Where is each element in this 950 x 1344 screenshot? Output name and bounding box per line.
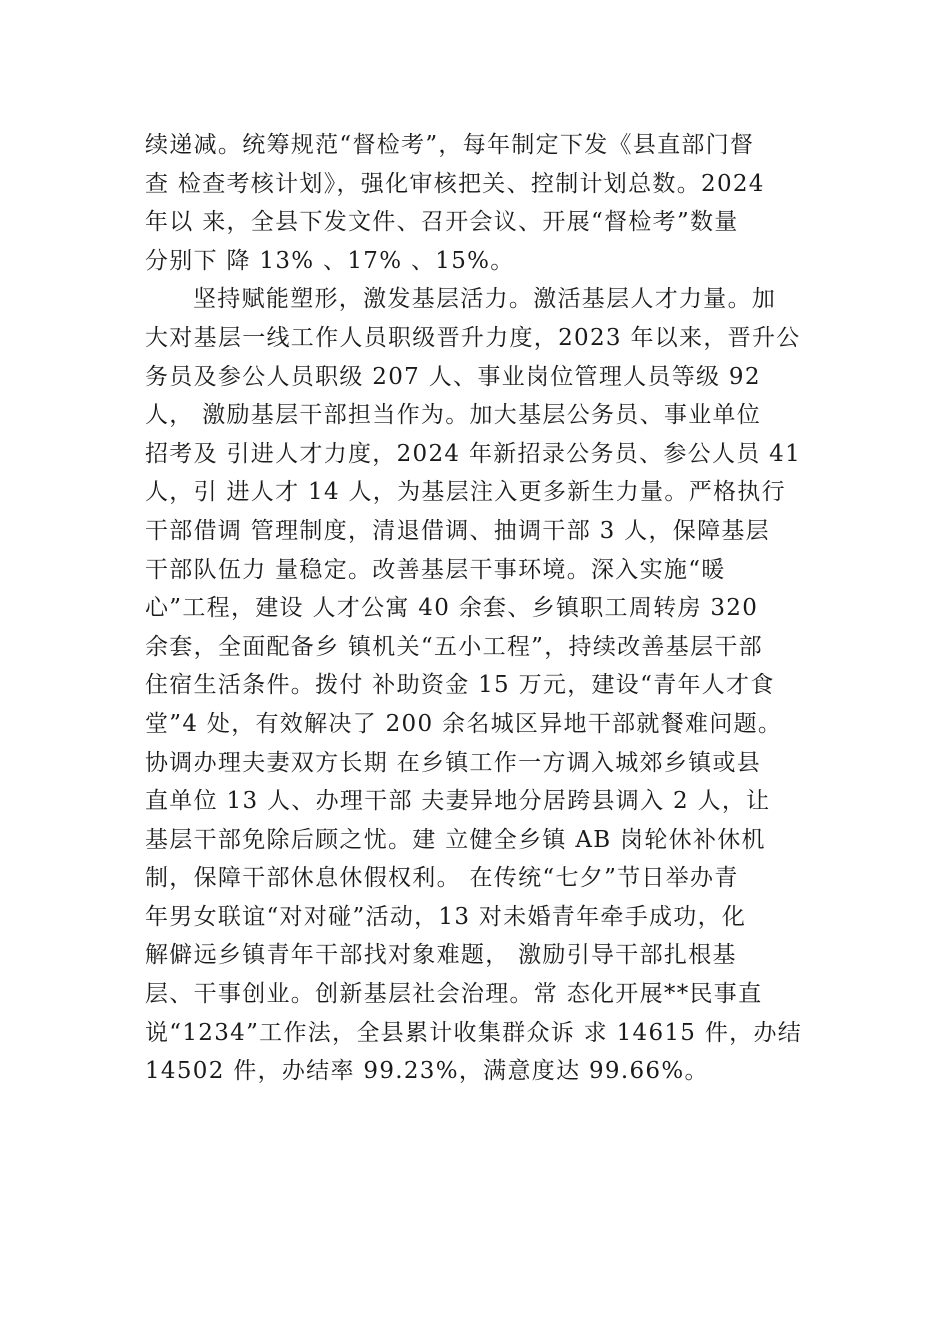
text-line: 余套，全面配备乡 镇机关“五小工程”，持续改善基层干部 — [145, 633, 763, 660]
text-line: 14502 件，办结率 99.23%，满意度达 99.66%。 — [145, 1058, 709, 1085]
text-line: 续递减。统筹规范“督检考”，每年制定下发《县直部门督 — [145, 132, 755, 158]
text-line: 直单位 13 人、办理干部 夫妻异地分居跨县调入 2 人，让 — [145, 788, 771, 815]
text-line: 大对基层一线工作人员职级晋升力度，2023 年以来，晋升公 — [145, 324, 801, 351]
text-line: 年男女联谊“对对碰”活动，13 对未婚青年牵手成功，化 — [145, 903, 747, 930]
text-line: 说“1234”工作法，全县累计收集群众诉 求 14615 件，办结 — [145, 1019, 803, 1046]
text-line: 协调办理夫妻双方长期 在乡镇工作一方调入城郊乡镇或县 — [145, 749, 762, 776]
text-line: 干部队伍力 量稳定。改善基层干事环境。深入实施“暖 — [145, 556, 726, 583]
text-line: 务员及参公人员职级 207 人、事业岗位管理人员等级 92 — [145, 363, 761, 390]
text-line: 年以 来，全县下发文件、召开会议、开展“督检考”数量 — [145, 209, 739, 236]
text-line: 解僻远乡镇青年干部找对象难题， 激励引导干部扎根基 — [145, 942, 737, 969]
body-text — [145, 126, 825, 1091]
text-line: 堂”4 处，有效解决了 200 余名城区异地干部就餐难问题。 — [145, 710, 783, 737]
text-line: 查 检查考核计划》，强化审核把关、控制计划总数。2024 — [145, 170, 765, 197]
text-line: 分别下 降 13% 、17% 、15%。 — [145, 247, 515, 274]
text-line: 心”工程，建设 人才公寓 40 余套、乡镇职工周转房 320 — [145, 595, 759, 622]
paragraph-first-line: 坚持赋能塑形，激发基层活力。激活基层人才力量。加 — [193, 286, 777, 313]
text-line: 招考及 引进人才力度，2024 年新招录公务员、参公人员 41 — [145, 440, 802, 467]
text-line: 干部借调 管理制度，清退借调、抽调干部 3 人，保障基层 — [145, 517, 770, 544]
text-line: 基层干部免除后顾之忧。建 立健全乡镇 AB 岗轮休补休机 — [145, 826, 766, 853]
text-line: 住宿生活条件。拨付 补助资金 15 万元，建设“青年人才食 — [145, 672, 775, 699]
text-line: 制，保障干部休息休假权利。 在传统“七夕”节日举办青 — [145, 865, 739, 892]
text-line: 人，引 进人才 14 人，为基层注入更多新生力量。严格执行 — [145, 479, 786, 506]
text-line: 人， 激励基层干部担当作为。加大基层公务员、事业单位 — [145, 402, 762, 429]
text-line: 层、干事创业。创新基层社会治理。常 态化开展**民事直 — [145, 981, 763, 1008]
